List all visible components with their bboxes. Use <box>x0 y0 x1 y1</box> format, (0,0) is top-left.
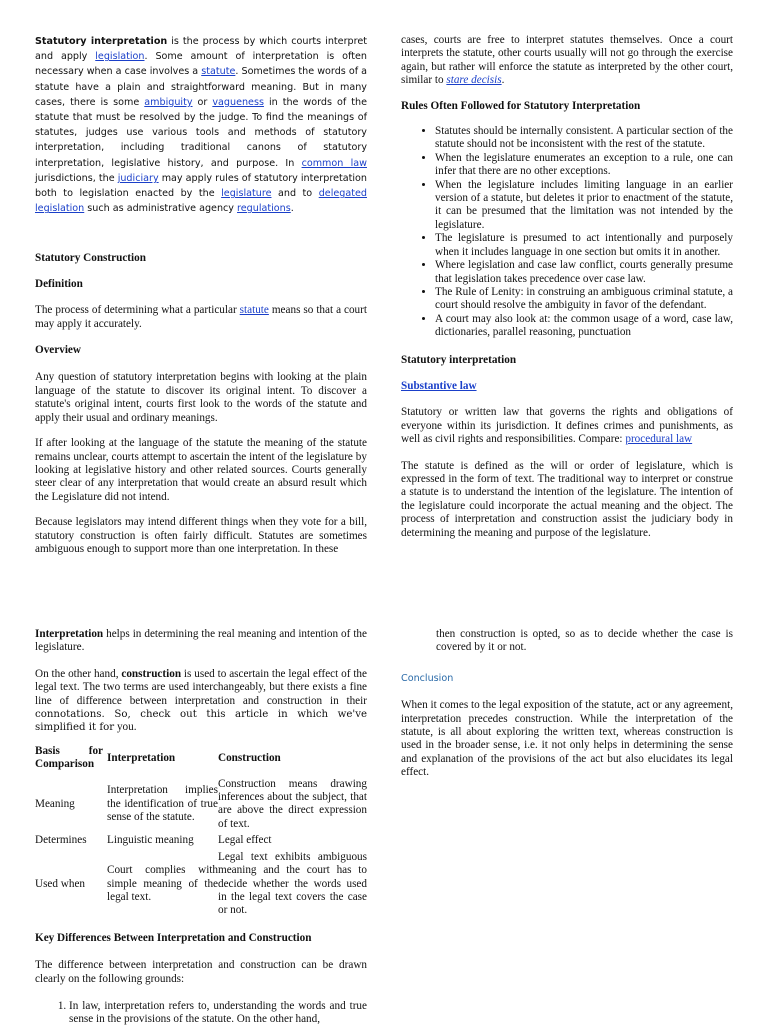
intro-text: in the words of the statute that must be resolved by the judge. To find the meanings of statutes, judges use various tools and methods of statutory interpretation, including traditional canons of statutory interpretation, legislative history, and purpose. In <box>35 96 367 169</box>
intro-text: is the process by which courts interpret and apply <box>35 36 368 63</box>
link-judiciary[interactable]: judiciary <box>117 172 159 184</box>
intro-text: and to <box>271 188 319 200</box>
rules-list <box>401 125 733 340</box>
continuation-text: . <box>501 74 505 87</box>
construction-text: you. <box>114 721 137 734</box>
statute-defined-paragraph: The statute is defined as the will or order of legislature, which is expressed in the form of text. The traditional way to interpret or construe a statute is to understand the intention of the legislature. The intention of the legislature could incorporate the actual meaning and the object. The process of interpretation and construction assist the judiciary body in determining the meaning and purpose of the legislature. <box>401 459 733 539</box>
definition-text: The process of determining what a particular <box>35 304 240 317</box>
table-cell: Determines <box>35 834 87 847</box>
intro-text: . Sometimes the words of a statute have a plain and straightforward meaning. But in many cases, there is some <box>35 66 368 108</box>
continuation-paragraph <box>401 34 733 88</box>
table-cell: Linguistic meaning <box>107 834 194 847</box>
link-ambiguity[interactable]: ambiguity <box>144 96 193 108</box>
link-substantive-law[interactable]: Substantive law <box>401 379 477 392</box>
heading-overview: Overview <box>35 344 81 357</box>
continuation-text: cases, courts are free to interpret statutes themselves. Once a court interprets the statute, other courts usually will not go through the exercise again, but rather will enforce the statute as interpreted by the other court, similar to <box>401 34 733 87</box>
heading-definition: Definition <box>35 277 83 290</box>
definition-text: means so that a court may apply it accurately. <box>35 304 367 330</box>
heading-rules: Rules Often Followed for Statutory Interpretation <box>401 99 641 112</box>
table-header: Basis for Comparison <box>35 744 103 771</box>
substantive-paragraph <box>401 406 733 446</box>
page1-right-column <box>401 34 733 540</box>
intro-text: jurisdictions, the <box>35 172 118 184</box>
continuation-paragraph-2: then construction is opted, so as to decide whether the case is covered by it or not. <box>436 628 733 654</box>
table-cell: Legal text exhibits ambiguous meaning and the court has to decide whether the words used in the legal text covers the case or not. <box>218 850 367 917</box>
table-row <box>35 772 367 832</box>
overview-paragraph-1: Any question of statutory interpretation begins with looking at the plain language of the statute to discover its original intent. To discover a statute's original intent, courts first look to the words of the statute and apply their usual and ordinary meanings. <box>35 371 367 424</box>
list-item: • When the legislature enumerates an exception to a rule, one can infer that there are no other exceptions. <box>435 152 733 179</box>
intro-text: or <box>192 96 213 108</box>
heading-conclusion: Conclusion <box>401 672 454 684</box>
page1-left-column <box>35 34 367 556</box>
list-item: • A court may also look at: the common usage of a word, case law, dictionaries, parallel reasoning, punctuation <box>435 313 733 340</box>
intro-text: . <box>290 203 294 215</box>
intro-paragraph <box>35 34 367 216</box>
link-legislation[interactable]: legislation <box>95 51 145 63</box>
heading-statutory-interpretation: Statutory interpretation <box>401 353 517 366</box>
differences-list <box>35 1000 367 1027</box>
list-item: • When the legislature includes limiting language in an earlier version of a statute, but deletes it prior to enactment of the statute, it can be presumed that the limitation was not intended by the legislature. <box>435 179 733 233</box>
substantive-text: Statutory or written law that governs the rights and obligations of everyone within its jurisdiction. It defines crimes and punishments, as well as civil rights and responsibilities. Compare: <box>401 406 733 446</box>
page2-left-column <box>35 628 367 1027</box>
link-statute[interactable]: statute <box>201 66 236 78</box>
table-cell: Legal effect <box>218 834 272 847</box>
construction-text: On the other hand, <box>35 667 122 680</box>
key-intro-paragraph: The difference between interpretation and construction can be drawn clearly on the following grounds: <box>35 959 367 985</box>
table-cell: Used when <box>35 877 86 890</box>
heading-key-differences: Key Differences Between Interpretation and Construction <box>35 931 312 944</box>
construction-paragraph <box>35 668 367 735</box>
intro-text: may apply rules of statutory interpretation both to legislation enacted by the <box>35 172 367 200</box>
list-item: • Where legislation and case law conflict, courts generally presume that legislation takes precedence over case law. <box>435 259 733 286</box>
table-cell: Meaning <box>35 797 75 810</box>
interpretation-text: helps in determining the real meaning and intention of the legislature. <box>35 628 367 654</box>
link-common-law[interactable]: common law <box>301 157 367 169</box>
link-delegated-legislation[interactable]: delegated legislation <box>35 188 367 215</box>
interpretation-term: Interpretation <box>35 628 104 640</box>
link-stare-decisis[interactable]: stare decisis <box>446 74 502 87</box>
intro-term: Statutory interpretation <box>35 36 168 47</box>
link-vagueness[interactable]: vagueness <box>212 96 264 108</box>
construction-text: is used to ascertain the legal effect of the legal text. The two terms are used interchangeably, but there exists a fine line of difference between interpretation and construction in their <box>35 667 367 707</box>
page2-right-column <box>401 628 733 780</box>
list-item: • The legislature is presumed to act intentionally and purposely when it includes language in one section but omits it in another. <box>435 232 733 259</box>
list-item: • Statutes should be internally consistent. A particular section of the statute should not be inconsistent with the rest of the statute. <box>435 125 733 152</box>
list-item: 1. In law, interpretation refers to, understanding the words and true sense in the provisions of the statute. On the other hand, <box>69 1000 367 1027</box>
link-statute-definition[interactable]: statute <box>239 304 269 317</box>
interpretation-paragraph <box>35 628 367 655</box>
construction-text: connotations. So, check out this article in which we've simplified it for <box>35 709 367 734</box>
table-cell: Interpretation implies the identification of true sense of the statute. <box>107 784 218 824</box>
table-header: Construction <box>218 751 281 764</box>
table-row <box>35 831 367 847</box>
conclusion-paragraph: When it comes to the legal exposition of the statute, act or any agreement, interpretation precedes construction. While the interpretation of the statute, is all about exploring the written text, whereas construction is used in the broader sense, i.e. it not only helps in determining the sense and explanation of the provisions of the act but also elucidates its legal effect. <box>401 699 733 779</box>
table-header-row <box>35 745 367 772</box>
heading-statutory-construction: Statutory Construction <box>35 252 146 265</box>
overview-paragraph-2: If after looking at the language of the statute the meaning of the statute remains unclear, courts attempt to ascertain the intent of the legislature by looking at legislative history and other related sources. Courts generally steer clear of any interpretation that would create an absurd result which the Legislature did not intend. <box>35 437 367 503</box>
table-cell: Construction means drawing inferences about the subject, that are above the direct expression of text. <box>218 777 367 830</box>
table-row <box>35 848 367 918</box>
list-item: • The Rule of Lenity: in construing an ambiguous criminal statute, a court should resolve the ambiguity in favor of the defendant. <box>435 286 733 313</box>
comparison-table <box>35 745 367 918</box>
table-header: Interpretation <box>107 751 176 764</box>
intro-text: . Some amount of interpretation is often necessary when a case involves a <box>35 51 367 78</box>
definition-paragraph <box>35 304 367 331</box>
link-regulations[interactable]: regulations <box>237 203 291 215</box>
overview-paragraph-3: Because legislators may intend different things when they vote for a bill, statutory construction is often fairly difficult. Statutes are sometimes ambiguous enough to support more than one interpretation. In these <box>35 516 367 555</box>
link-procedural-law[interactable]: procedural law <box>625 433 693 446</box>
heading-substantive-law <box>401 380 733 393</box>
construction-term: construction <box>121 667 182 680</box>
table-cell: Court complies with simple meaning of the legal text. <box>107 864 218 903</box>
link-legislature[interactable]: legislature <box>221 188 272 200</box>
intro-text: such as administrative agency <box>84 203 238 215</box>
